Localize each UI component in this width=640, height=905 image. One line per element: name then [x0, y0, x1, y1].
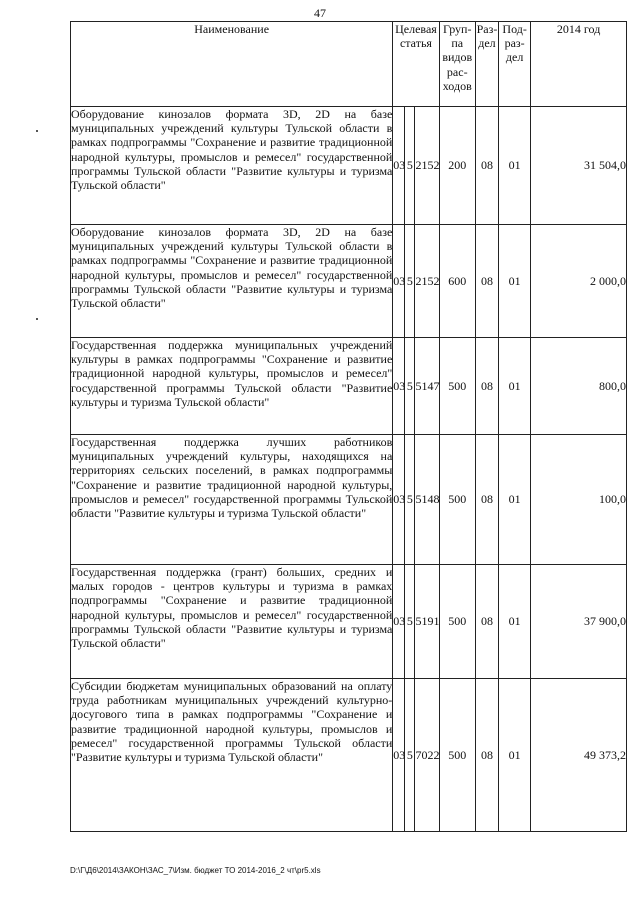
row-name: Субсидии бюджетам муниципальных образований на оплату труда работникам муниципальных учреждений культурно-досугового типа в рамках подпрограммы "Сохранение и развитие традиционной народной культуры, промыслов и ремесел" государственной программы Тульской области "Развитие культуры и туризма Тульской области"	[71, 679, 393, 832]
code-program: 03	[393, 225, 405, 338]
amount: 37 900,0	[531, 565, 627, 679]
section: 08	[475, 679, 498, 832]
code-subprogram: 5	[405, 565, 415, 679]
file-path-footer: D:\Г\Д6\2014\ЗАКОН\ЗАС_7\Изм. бюджет ТО 2014-2016_2 чт\pr5.xls	[70, 866, 321, 875]
table-row	[71, 107, 627, 225]
code-program: 03	[393, 107, 405, 225]
scan-mark	[36, 130, 38, 132]
scan-mark	[36, 318, 38, 320]
table-row	[71, 435, 627, 565]
header-year: 2014 год	[531, 22, 627, 107]
expense-group: 600	[439, 225, 475, 338]
amount: 100,0	[531, 435, 627, 565]
budget-table	[70, 21, 627, 832]
expense-group: 500	[439, 435, 475, 565]
subsection: 01	[499, 435, 531, 565]
subsection: 01	[499, 338, 531, 435]
code-direction: 2152	[415, 107, 439, 225]
code-direction: 7022	[415, 679, 439, 832]
amount: 2 000,0	[531, 225, 627, 338]
header-name: Наименование	[71, 22, 393, 107]
code-direction: 5147	[415, 338, 439, 435]
code-subprogram: 5	[405, 107, 415, 225]
table-header-row	[71, 22, 627, 107]
subsection: 01	[499, 225, 531, 338]
table-row	[71, 565, 627, 679]
code-program: 03	[393, 565, 405, 679]
code-direction: 5148	[415, 435, 439, 565]
code-program: 03	[393, 435, 405, 565]
code-program: 03	[393, 679, 405, 832]
section: 08	[475, 338, 498, 435]
expense-group: 500	[439, 565, 475, 679]
code-direction: 5191	[415, 565, 439, 679]
row-name: Государственная поддержка (грант) больших, средних и малых городов - центров культуры и туризма в рамках подпрограммы "Сохранение и развитие традиционной народной культуры, промыслов и ремесел" государственной программы Тульской области "Развитие культуры и туризма Тульской области"	[71, 565, 393, 679]
code-direction: 2152	[415, 225, 439, 338]
code-subprogram: 5	[405, 679, 415, 832]
code-subprogram: 5	[405, 435, 415, 565]
section: 08	[475, 565, 498, 679]
amount: 800,0	[531, 338, 627, 435]
section: 08	[475, 225, 498, 338]
page-number: 47	[314, 6, 326, 20]
table-row	[71, 679, 627, 832]
amount: 31 504,0	[531, 107, 627, 225]
section: 08	[475, 435, 498, 565]
table-row	[71, 338, 627, 435]
subsection: 01	[499, 679, 531, 832]
code-subprogram: 5	[405, 338, 415, 435]
header-target-article: Целевая статья	[393, 22, 439, 107]
code-subprogram: 5	[405, 225, 415, 338]
subsection: 01	[499, 565, 531, 679]
header-subsection: Под-раз-дел	[499, 22, 531, 107]
row-name: Государственная поддержка лучших работников муниципальных учреждений культуры, находящихся на территориях сельских поселений, в рамках подпрограммы "Сохранение и развитие традиционной народной культуры, промыслов и ремесел" государственной программы Тульской области "Развитие культуры и туризма Тульской области"	[71, 435, 393, 565]
header-expense-group: Груп-па видов рас-ходов	[439, 22, 475, 107]
row-name: Оборудование кинозалов формата 3D, 2D на базе муниципальных учреждений культуры Тульской области в рамках подпрограммы "Сохранение и развитие традиционной народной культуры, промыслов и ремесел" государственной программы Тульской области "Развитие культуры и туризма Тульской области"	[71, 225, 393, 338]
table-row	[71, 225, 627, 338]
row-name: Оборудование кинозалов формата 3D, 2D на базе муниципальных учреждений культуры Тульской области в рамках подпрограммы "Сохранение и развитие традиционной народной культуры, промыслов и ремесел" государственной программы Тульской области "Развитие культуры и туризма Тульской области"	[71, 107, 393, 225]
row-name: Государственная поддержка муниципальных учреждений культуры в рамках подпрограммы "Сохранение и развитие традиционной народной культуры, промыслов и ремесел" государственной программы Тульской области "Развитие культуры и туризма Тульской области"	[71, 338, 393, 435]
code-program: 03	[393, 338, 405, 435]
subsection: 01	[499, 107, 531, 225]
expense-group: 500	[439, 679, 475, 832]
amount: 49 373,2	[531, 679, 627, 832]
expense-group: 500	[439, 338, 475, 435]
header-section: Раз-дел	[475, 22, 498, 107]
expense-group: 200	[439, 107, 475, 225]
section: 08	[475, 107, 498, 225]
